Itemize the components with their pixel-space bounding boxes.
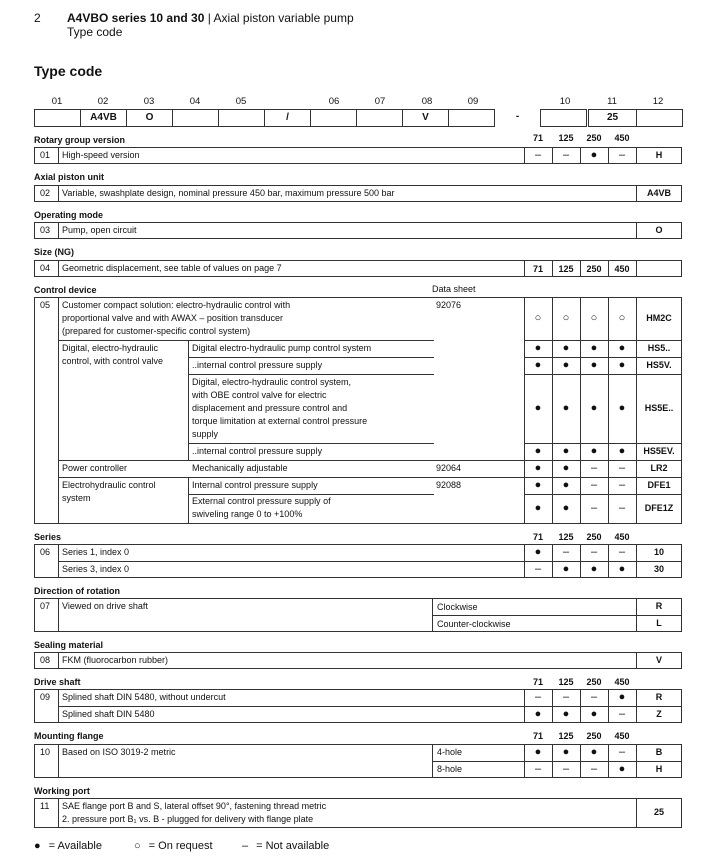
code-box — [218, 109, 265, 127]
row-number: 03 — [40, 225, 51, 235]
axial-code: A4VB — [646, 187, 671, 198]
row-description: Splined shaft DIN 5480, without undercut — [62, 692, 226, 702]
flange-avail-1-450: ● — [618, 762, 626, 775]
hm2c-avail-125: ○ — [562, 311, 570, 324]
hs5v-code: HS5V. — [646, 359, 672, 370]
row-number: 06 — [40, 547, 51, 557]
row-number: 08 — [40, 655, 51, 665]
title-separator: | — [204, 11, 214, 25]
section-title-port: Working port — [34, 786, 90, 796]
size-header-rotary-450: 450 — [614, 133, 630, 143]
opmode-code: O — [655, 224, 663, 235]
dfe1z-desc-2: swiveling range 0 to +100% — [192, 509, 303, 519]
hs5ev-avail-71: ● — [534, 444, 542, 457]
section-title-opmode: Operating mode — [34, 210, 104, 220]
divider — [58, 744, 59, 778]
position-09: 09 — [467, 96, 479, 107]
row-number: 11 — [40, 801, 50, 811]
code-box — [448, 109, 495, 127]
position-06: 06 — [328, 96, 340, 107]
ehc-label-1: Electrohydraulic control — [62, 480, 156, 490]
shaft-avail-1-250: ● — [590, 707, 598, 720]
sealing-code: V — [655, 654, 662, 665]
not-available-symbol: – — [242, 840, 249, 852]
shaft-code-1: Z — [656, 708, 662, 719]
divider — [524, 477, 682, 478]
digital-label-2: control, with control valve — [62, 356, 164, 366]
digital-label-1: Digital, electro-hydraulic — [62, 343, 159, 353]
row-number: 10 — [40, 747, 51, 757]
rotary-avail-450: – — [618, 148, 626, 161]
divider — [58, 147, 59, 164]
code-box — [34, 109, 81, 127]
flange-avail-1-125: – — [562, 762, 570, 775]
lr2-avail-250: – — [590, 461, 598, 474]
divider — [524, 374, 682, 375]
hs5-avail-125: ● — [562, 341, 570, 354]
code-box — [356, 109, 403, 127]
divider — [58, 544, 59, 578]
shaft-avail-0-71: – — [534, 690, 542, 703]
hm2c-desc-2: proportional valve and with AWAX – position transducer — [62, 313, 283, 323]
shaft-avail-1-71: ● — [534, 707, 542, 720]
code-box — [310, 109, 357, 127]
section-title-series: Series — [34, 532, 62, 542]
size-value-71: 71 — [532, 264, 543, 274]
row-number: 07 — [40, 601, 51, 611]
divider — [524, 357, 682, 358]
hm2c-desc-1: Customer compact solution: electro-hydraulic control with — [62, 300, 291, 310]
code-box — [636, 109, 683, 127]
row-opmode — [34, 222, 682, 239]
dfe1-avail-250: – — [590, 478, 598, 491]
divider — [188, 340, 189, 460]
position-05: 05 — [235, 96, 247, 107]
size-header-flange-250: 250 — [586, 731, 602, 741]
hs5e-avail-125: ● — [562, 401, 570, 414]
position-02: 02 — [97, 96, 109, 107]
hs5e-desc-3: displacement and pressure control and — [192, 403, 348, 413]
flange-8-hole: 8-hole — [437, 764, 463, 774]
hs5-desc: Digital electro-hydraulic pump control system — [192, 343, 372, 353]
divider — [58, 689, 59, 723]
dfe1z-avail-450: – — [618, 502, 626, 514]
rotary-avail-71: – — [534, 148, 542, 161]
flange-4-hole: 4-hole — [437, 747, 463, 757]
code-box-11: 25 — [588, 109, 637, 127]
divider — [432, 615, 682, 616]
available-text: = Available — [48, 840, 102, 852]
series-avail-0-450: – — [618, 545, 626, 558]
divider — [188, 443, 434, 444]
size-header-series-71: 71 — [532, 532, 543, 542]
row-description: Variable, swashplate design, nominal pressure 450 bar, maximum pressure 500 bar — [62, 188, 395, 198]
header-subsection: Type code — [67, 25, 123, 39]
row-description: FKM (fluorocarbon rubber) — [62, 655, 169, 665]
hm2c-avail-71: ○ — [534, 311, 542, 324]
divider — [58, 260, 59, 277]
dfe1-datasheet: 92088 — [436, 480, 462, 490]
dfe1z-avail-71: ● — [534, 502, 542, 514]
size-header-flange-125: 125 — [558, 731, 574, 741]
row-sealing — [34, 652, 682, 669]
size-value-450: 450 — [614, 264, 630, 274]
code-box — [172, 109, 219, 127]
row-number: 05 — [40, 300, 51, 310]
size-header-series-250: 250 — [586, 532, 602, 542]
hs5-avail-250: ● — [590, 341, 598, 354]
divider — [524, 460, 682, 461]
row-description: Series 3, index 0 — [62, 564, 130, 574]
lr2-datasheet: 92064 — [436, 463, 462, 473]
code-box-05: / — [264, 109, 311, 127]
hs5v-avail-125: ● — [562, 358, 570, 371]
row-number: 09 — [40, 692, 51, 702]
hs5ev-avail-125: ● — [562, 444, 570, 457]
divider — [58, 185, 59, 202]
shaft-avail-1-450: – — [618, 707, 626, 720]
hs5ev-avail-450: ● — [618, 444, 626, 457]
legend-available — [34, 840, 102, 852]
hs5e-desc-4: torque limitation at external control pressure — [192, 416, 368, 426]
section-title-rotary: Rotary group version — [34, 135, 126, 145]
divider — [58, 297, 59, 524]
hs5-code: HS5.. — [647, 342, 671, 353]
divider — [188, 374, 434, 375]
divider — [524, 494, 682, 495]
legend-on-request — [134, 840, 213, 852]
hs5e-desc-5: supply — [192, 429, 219, 439]
position-08: 08 — [421, 96, 433, 107]
hs5v-avail-450: ● — [618, 358, 626, 371]
row-description: Geometric displacement, see table of values on page 7 — [62, 263, 282, 273]
hs5e-avail-71: ● — [534, 401, 542, 414]
flange-avail-0-450: – — [618, 745, 626, 758]
row-port — [34, 798, 682, 828]
dfe1z-avail-250: – — [590, 502, 598, 514]
section-title-sealing: Sealing material — [34, 640, 104, 650]
page-number: 2 — [34, 11, 41, 25]
rotary-code: H — [655, 149, 663, 160]
lr2-avail-125: ● — [562, 461, 570, 474]
shaft-avail-0-125: – — [562, 690, 570, 703]
position-07: 07 — [374, 96, 386, 107]
hs5ev-avail-250: ● — [590, 444, 598, 457]
rotation-code-1: L — [656, 617, 662, 628]
position-12: 12 — [652, 96, 664, 107]
code-box-09: - — [515, 111, 520, 122]
rotation-clockwise: Clockwise — [437, 602, 478, 612]
position-03: 03 — [143, 96, 155, 107]
divider — [58, 798, 59, 828]
available-symbol: ● — [34, 840, 41, 852]
divider — [636, 260, 637, 277]
flange-avail-0-71: ● — [534, 745, 542, 758]
divider — [58, 460, 524, 461]
rotary-avail-250: ● — [590, 148, 598, 161]
lr2-avail-450: – — [618, 461, 626, 474]
row-description: Series 1, index 0 — [62, 547, 130, 557]
size-header-shaft-450: 450 — [614, 677, 630, 687]
shaft-code-0: R — [655, 691, 663, 702]
port-code: 25 — [653, 807, 664, 817]
rotary-avail-125: – — [562, 148, 570, 161]
row-description: High-speed version — [62, 150, 140, 160]
hs5e-desc-2: with OBE control valve for electric — [192, 390, 327, 400]
flange-avail-0-250: ● — [590, 745, 598, 758]
section-title-shaft: Drive shaft — [34, 677, 81, 687]
row-description: SAE flange port B and S, lateral offset 90°, fastening thread metric — [62, 801, 327, 811]
hs5ev-code: HS5EV. — [643, 445, 675, 456]
dfe1z-desc-1: External control pressure supply of — [192, 496, 331, 506]
dfe1z-avail-125: ● — [562, 502, 570, 514]
divider — [58, 652, 59, 669]
row-description: Based on ISO 3019-2 metric — [62, 747, 176, 757]
hs5e-desc-1: Digital, electro-hydraulic control system, — [192, 377, 352, 387]
section-title-axial: Axial piston unit — [34, 172, 105, 182]
header-subtitle: Axial piston variable pump — [213, 11, 354, 25]
divider — [58, 222, 59, 239]
code-box-02: A4VB — [80, 109, 127, 127]
series-title: A4VBO series 10 and 30 — [67, 11, 205, 25]
rotation-counter-clockwise: Counter-clockwise — [437, 619, 511, 629]
lr2-avail-71: ● — [534, 461, 542, 474]
size-header-shaft-71: 71 — [532, 677, 543, 687]
hs5-avail-450: ● — [618, 341, 626, 354]
hs5v-avail-250: ● — [590, 358, 598, 371]
size-header-shaft-125: 125 — [558, 677, 574, 687]
flange-avail-1-71: – — [534, 762, 542, 775]
divider — [432, 744, 433, 778]
divider — [524, 443, 682, 444]
position-01: 01 — [51, 96, 63, 107]
size-header-rotary-71: 71 — [532, 133, 543, 143]
divider — [432, 598, 433, 632]
ehc-label-2: system — [62, 493, 91, 503]
divider — [58, 598, 59, 632]
row-number: 02 — [40, 188, 51, 198]
code-box — [540, 109, 587, 127]
hs5e-avail-450: ● — [618, 401, 626, 414]
shaft-avail-0-450: ● — [618, 690, 626, 703]
position-10: 10 — [559, 96, 571, 107]
flange-code-0: B — [655, 746, 663, 757]
hs5-avail-71: ● — [534, 341, 542, 354]
size-header-series-125: 125 — [558, 532, 574, 542]
size-value-125: 125 — [558, 264, 574, 274]
hs5ev-desc: ..internal control pressure supply — [192, 446, 323, 456]
series-avail-1-125: ● — [562, 562, 570, 575]
series-avail-0-125: – — [562, 545, 570, 558]
series-avail-1-450: ● — [618, 562, 626, 575]
row-description: Viewed on drive shaft — [62, 601, 148, 611]
size-header-shaft-250: 250 — [586, 677, 602, 687]
position-04: 04 — [189, 96, 201, 107]
divider — [58, 340, 434, 341]
divider — [188, 357, 434, 358]
flange-code-1: H — [655, 763, 663, 774]
rotation-code-0: R — [655, 600, 663, 611]
dfe1-desc: Internal control pressure supply — [192, 480, 318, 490]
size-header-flange-450: 450 — [614, 731, 630, 741]
divider — [188, 477, 189, 524]
on-request-text: = On request — [148, 840, 213, 852]
size-header-rotary-125: 125 — [558, 133, 574, 143]
series-avail-0-71: ● — [534, 545, 542, 558]
row-description: Splined shaft DIN 5480 — [62, 709, 155, 719]
hm2c-avail-450: ○ — [618, 311, 626, 324]
datasheet-header: Data sheet — [432, 284, 476, 294]
page-title: Type code — [34, 63, 103, 79]
series-avail-1-71: – — [534, 562, 542, 575]
position-11: 11 — [607, 96, 617, 107]
series-code-1: 30 — [653, 563, 664, 574]
hm2c-avail-250: ○ — [590, 311, 598, 324]
row-description: 2. pressure port B₁ vs. B - plugged for delivery with flange plate — [62, 814, 314, 824]
code-box-08: V — [402, 109, 449, 127]
dfe1z-code: DFE1Z — [644, 503, 674, 513]
divider — [188, 494, 434, 495]
row-number: 04 — [40, 263, 51, 273]
dfe1-code: DFE1 — [647, 479, 671, 490]
hs5e-code: HS5E.. — [644, 402, 674, 413]
on-request-symbol: ○ — [134, 840, 141, 852]
hs5v-avail-71: ● — [534, 358, 542, 371]
section-title-flange: Mounting flange — [34, 731, 104, 741]
series-avail-1-250: ● — [590, 562, 598, 575]
shaft-avail-0-250: – — [590, 690, 598, 703]
size-header-rotary-250: 250 — [586, 133, 602, 143]
dfe1-avail-450: – — [618, 478, 626, 491]
not-available-text: = Not available — [256, 840, 330, 852]
section-title-control: Control device — [34, 285, 97, 295]
series-code-0: 10 — [653, 546, 664, 557]
section-title-size: Size (NG) — [34, 247, 75, 257]
legend-not-available — [242, 840, 329, 852]
hm2c-code: HM2C — [646, 312, 672, 323]
lr2-desc: Mechanically adjustable — [192, 463, 288, 473]
hm2c-desc-3: (prepared for customer-specific control system) — [62, 326, 251, 336]
lr2-label: Power controller — [62, 463, 128, 473]
row-number: 01 — [40, 150, 51, 160]
size-value-250: 250 — [586, 264, 602, 274]
shaft-avail-1-125: ● — [562, 707, 570, 720]
size-header-flange-71: 71 — [532, 731, 543, 741]
section-title-rotation: Direction of rotation — [34, 586, 120, 596]
flange-avail-0-125: ● — [562, 745, 570, 758]
series-avail-0-250: – — [590, 545, 598, 558]
divider — [58, 477, 524, 478]
dfe1-avail-71: ● — [534, 478, 542, 491]
size-header-series-450: 450 — [614, 532, 630, 542]
row-description: Pump, open circuit — [62, 225, 137, 235]
hm2c-datasheet: 92076 — [436, 300, 462, 310]
hs5v-desc: ..internal control pressure supply — [192, 360, 323, 370]
lr2-code: LR2 — [650, 462, 668, 473]
flange-avail-1-250: – — [590, 762, 598, 775]
code-box-03: O — [126, 109, 173, 127]
hs5e-avail-250: ● — [590, 401, 598, 414]
divider — [524, 340, 682, 341]
row-axial — [34, 185, 682, 202]
dfe1-avail-125: ● — [562, 478, 570, 491]
